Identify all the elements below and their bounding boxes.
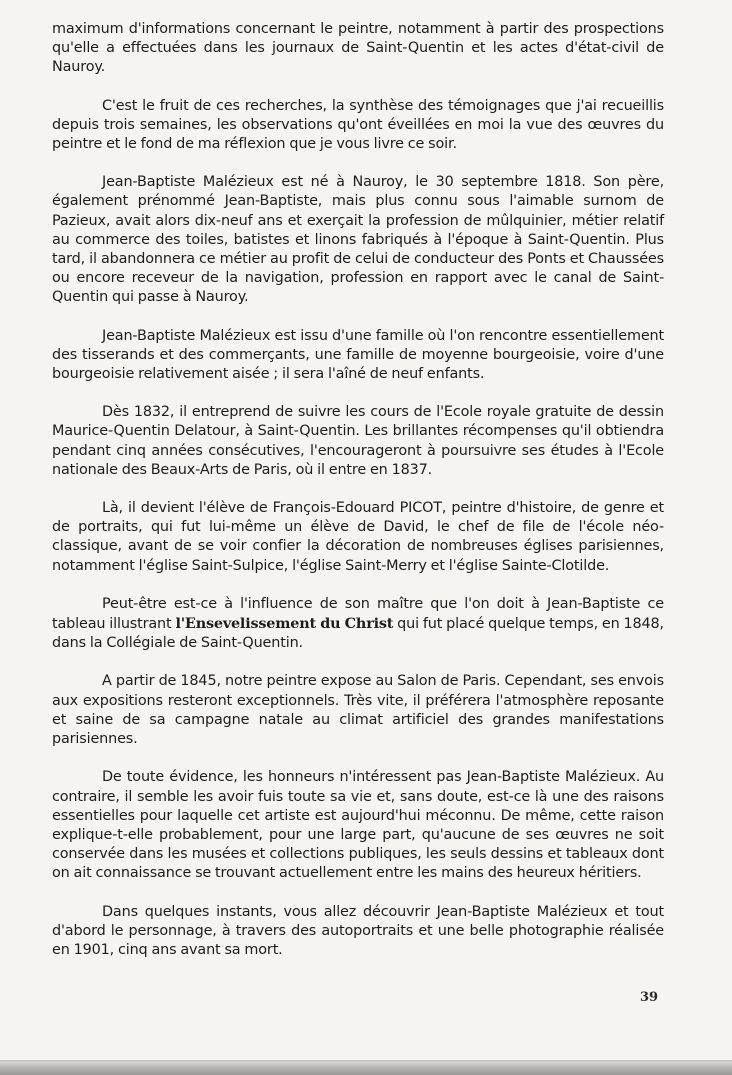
paragraph-10: Dans quelques instants, vous allez découvrir Jean-Baptiste Malézieux et tout d'abord le personnage, à travers des autoportraits et une belle photographie réalisée en 1901, cinq ans avant sa mort. (52, 903, 664, 958)
paragraph-3: Jean-Baptiste Malézieux est né à Nauroy, le 30 septembre 1818. Son père, également prénommé Jean-Baptiste, mais plus connu sous l'aimable surnom de Pazieux, avait alors dix-neuf ans et exerçait la profession de mûlquinier, métier relatif au commerce des toiles, batistes et linons fabriqués à l'époque à Saint-Quentin. Plus tard, il abandonnera ce métier au profit de celui de conducteur des Ponts et Chaussées ou encore receveur de la navigation, profession en rapport avec le canal de Saint-Quentin qui passe à Nauroy. (52, 174, 664, 306)
paragraph-4: Jean-Baptiste Malézieux est issu d'une famille où l'on rencontre essentiellement des tisserands et des commerçants, une famille de moyenne bourgeoisie, voire d'une bourgeoisie relativement aisée ; il sera l'aîné de neuf enfants. (52, 327, 664, 383)
paragraph-6: Là, il devient l'élève de François-Edouard PICOT, peintre d'histoire, de genre et de portraits, qui fut lui-même un élève de David, le chef de file de l'école néo-classique, avant de se voir confier la décoration de nombreuses églises parisiennes, notamment l'église Saint-Sulpice, l'église Saint-Merry et l'église Sainte-Clotilde. (52, 500, 664, 574)
paragraph-5: Dès 1832, il entreprend de suivre les cours de l'Ecole royale gratuite de dessin Maurice-Quentin Delatour, à Saint-Quentin. Les brillantes récompenses qu'il obtiendra pendant cinq années consécutives, l'encourageront à poursuivre ses études à l'Ecole nationale des Beaux-Arts de Paris, où il entre en 1837. (52, 404, 664, 478)
body-text (52, 20, 664, 979)
paragraph-7-before: Peut-être est-ce à l'influence de son maître que l'on doit à Jean-Baptiste ce tableau illustrant (52, 595, 664, 633)
artwork-title: l'Ensevelissement du Christ (175, 615, 394, 633)
paragraph-7-after: qui fut placé quelque temps, en 1848, dans la Collégiale de Saint-Quentin. (52, 616, 664, 652)
paragraph-2: C'est le fruit de ces recherches, la synthèse des témoignages que j'ai recueillis depuis trois semaines, les observations qu'ont éveillées en moi la vue des œuvres du peintre et le fond de ma réflexion que je vous livre ce soir. (52, 97, 664, 153)
paragraph-8: A partir de 1845, notre peintre expose au Salon de Paris. Cependant, ses envois aux expositions resteront exceptionnels. Très vite, il préférera l'atmosphère reposante et saine de sa campagne natale au climat artificiel des grandes manifestations parisiennes. (52, 673, 664, 748)
scan-bottom-edge (0, 1062, 732, 1075)
paragraph-7 (52, 595, 664, 654)
page-number: 39 (640, 990, 659, 1005)
paragraph-1: maximum d'informations concernant le peintre, notamment à partir des prospections qu'elle a effectuées dans les journaux de Saint-Quentin et les actes d'état-civil de Nauroy. (52, 21, 664, 76)
paragraph-9: De toute évidence, les honneurs n'intéressent pas Jean-Baptiste Malézieux. Au contraire, il semble les avoir fuis toute sa vie et, sans doute, est-ce là une des raisons essentielles pour laquelle cet artiste est aujourd'hui méconnu. De même, cette raison explique-t-elle probablement, pour une large part, qu'aucune de ses œuvres ne soit conservée dans les musées et collections publiques, les seuls dessins et tableaux dont on ait connaissance se trouvant actuellement entre les mains des heureux héritiers. (52, 769, 664, 882)
